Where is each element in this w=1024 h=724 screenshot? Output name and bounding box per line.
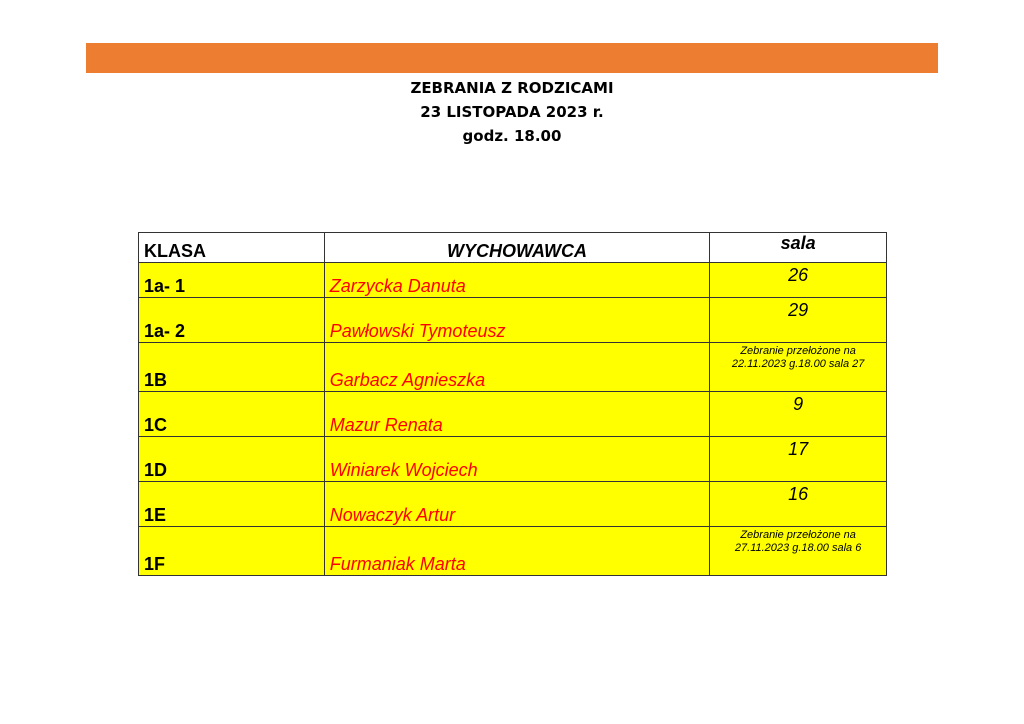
room-number: 29 <box>788 300 809 320</box>
heading-time: godz. 18.00 <box>462 127 562 145</box>
class-cell: 1D <box>139 437 325 482</box>
class-cell: 1a- 1 <box>139 263 325 298</box>
room-cell <box>710 298 887 343</box>
teacher-cell: Mazur Renata <box>324 392 709 437</box>
room-cell <box>710 482 887 527</box>
table-row <box>139 298 887 343</box>
teacher-cell: Zarzycka Danuta <box>324 263 709 298</box>
orange-header-bar <box>86 43 938 73</box>
class-cell: 1F <box>139 527 325 576</box>
room-number: 26 <box>788 265 809 285</box>
teacher-cell: Nowaczyk Artur <box>324 482 709 527</box>
room-number: 16 <box>788 484 809 504</box>
teacher-cell: Pawłowski Tymoteusz <box>324 298 709 343</box>
room-number: 9 <box>793 394 804 414</box>
table-row <box>139 527 887 576</box>
table-row <box>139 343 887 392</box>
class-cell: 1B <box>139 343 325 392</box>
teacher-cell: Winiarek Wojciech <box>324 437 709 482</box>
table-row <box>139 437 887 482</box>
class-cell: 1a- 2 <box>139 298 325 343</box>
table-header-row <box>139 233 887 263</box>
meeting-schedule-table <box>138 232 887 576</box>
rescheduled-note: Zebranie przełożone na 22.11.2023 g.18.00 sala 27 <box>731 345 865 370</box>
heading-date: 23 LISTOPADA 2023 r. <box>420 103 604 121</box>
rescheduled-note: Zebranie przełożone na 27.11.2023 g.18.00 sala 6 <box>734 529 862 554</box>
class-cell: 1E <box>139 482 325 527</box>
teacher-cell: Furmaniak Marta <box>324 527 709 576</box>
table-row <box>139 482 887 527</box>
column-header-wychowawca: WYCHOWAWCA <box>324 233 709 263</box>
column-header-klasa: KLASA <box>139 233 325 263</box>
table-row <box>139 263 887 298</box>
room-cell <box>710 527 887 576</box>
heading-title: ZEBRANIA Z RODZICAMI <box>410 79 614 97</box>
table-row <box>139 392 887 437</box>
room-cell <box>710 263 887 298</box>
room-cell <box>710 437 887 482</box>
document-heading <box>0 76 1024 148</box>
teacher-cell: Garbacz Agnieszka <box>324 343 709 392</box>
class-cell: 1C <box>139 392 325 437</box>
column-header-sala: sala <box>710 233 887 263</box>
room-cell <box>710 343 887 392</box>
room-cell <box>710 392 887 437</box>
room-number: 17 <box>788 439 809 459</box>
